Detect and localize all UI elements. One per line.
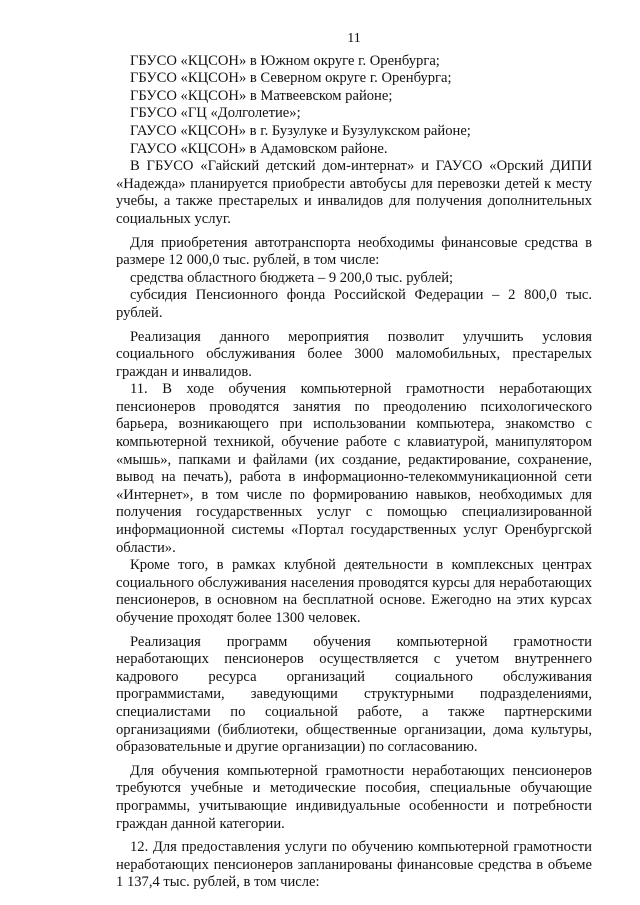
paragraph-item-11: 11. В ходе обучения компьютерной грамотности неработающих пенсионеров проводятся занятия по преодолению психологического барьера, возникающего при использовании компьютера, знакомство с компьютерной техникой, обучение работе с клавиатурой, манипулятором «мышь», папками и файлами (их создание, редактирование, сохранение, вывод на печать), работа в информационно-телекоммуникационной сети «Интернет», в том числе по формированию навыков, необходимых для получения государственных услуг с помощью специализированной информационной системы «Портал государственных услуг Оренбургской области». — [116, 381, 592, 556]
institution-line: ГАУСО «КЦСОН» в г. Бузулуке и Бузулукском районе; — [130, 122, 471, 139]
page-number-wrap — [116, 30, 592, 48]
paragraph-implementation: Реализация данного мероприятия позволит улучшить условия социального обслуживания более 3000 маломобильных, престарелых граждан и инвалидов. — [116, 328, 592, 380]
institution-line: ГБУСО «КЦСОН» в Южном округе г. Оренбурга; — [130, 52, 440, 69]
paragraph-funding-pension: субсидия Пенсионного фонда Российской Федерации – 2 800,0 тыс. рублей. — [116, 287, 592, 321]
institution-line: ГБУСО «КЦСОН» в Северном округе г. Оренбурга; — [130, 70, 452, 87]
page-number: 11 — [347, 31, 361, 46]
paragraph-materials: Для обучения компьютерной грамотности неработающих пенсионеров требуются учебные и методические пособия, специальные обучающие программы, учитывающие индивидуальные особенности и потребности граждан данной категории. — [116, 762, 592, 832]
institution-line: ГБУСО «ГЦ «Долголетие»; — [130, 105, 301, 122]
paragraph-club: Кроме того, в рамках клубной деятельности в комплексных центрах социального обслуживания населения проводятся курсы для неработающих пенсионеров, в основном на бесплатной основе. Ежегодно на этих курсах обучение проходят более 1300 человек. — [116, 557, 592, 626]
paragraph-funding-regional: средства областного бюджета – 9 200,0 тыс. рублей; — [130, 269, 454, 286]
paragraph-item-12: 12. Для предоставления услуги по обучению компьютерной грамотности неработающих пенсионеров запланированы финансовые средства в объеме 1 137,4 тыс. рублей, в том числе: — [116, 839, 592, 891]
paragraph-funding-intro: Для приобретения автотранспорта необходимы финансовые средства в размере 12 000,0 тыс. рублей, в том числе: — [116, 234, 592, 269]
institution-line: ГАУСО «КЦСОН» в Адамовском районе. — [130, 140, 388, 157]
paragraph-programs: Реализация программ обучения компьютерной грамотности неработающих пенсионеров осуществляется с учетом внутреннего кадрового ресурса организаций социального обслуживания программистами, заведующими структурными подразделениями, специалистами по социальной работе, а также партнерскими организациями (библиотеки, общественные организации, дома культуры, образовательные и другие организации) по согласованию. — [116, 633, 592, 756]
institution-line: ГБУСО «КЦСОН» в Матвеевском районе; — [130, 87, 393, 104]
paragraph-buses: В ГБУСО «Гайский детский дом-интернат» и ГАУСО «Орский ДИПИ «Надежда» планируется приобрести автобусы для перевозки детей к месту учебы, а также престарелых и инвалидов для получения дополнительных социальных услуг. — [116, 158, 592, 227]
